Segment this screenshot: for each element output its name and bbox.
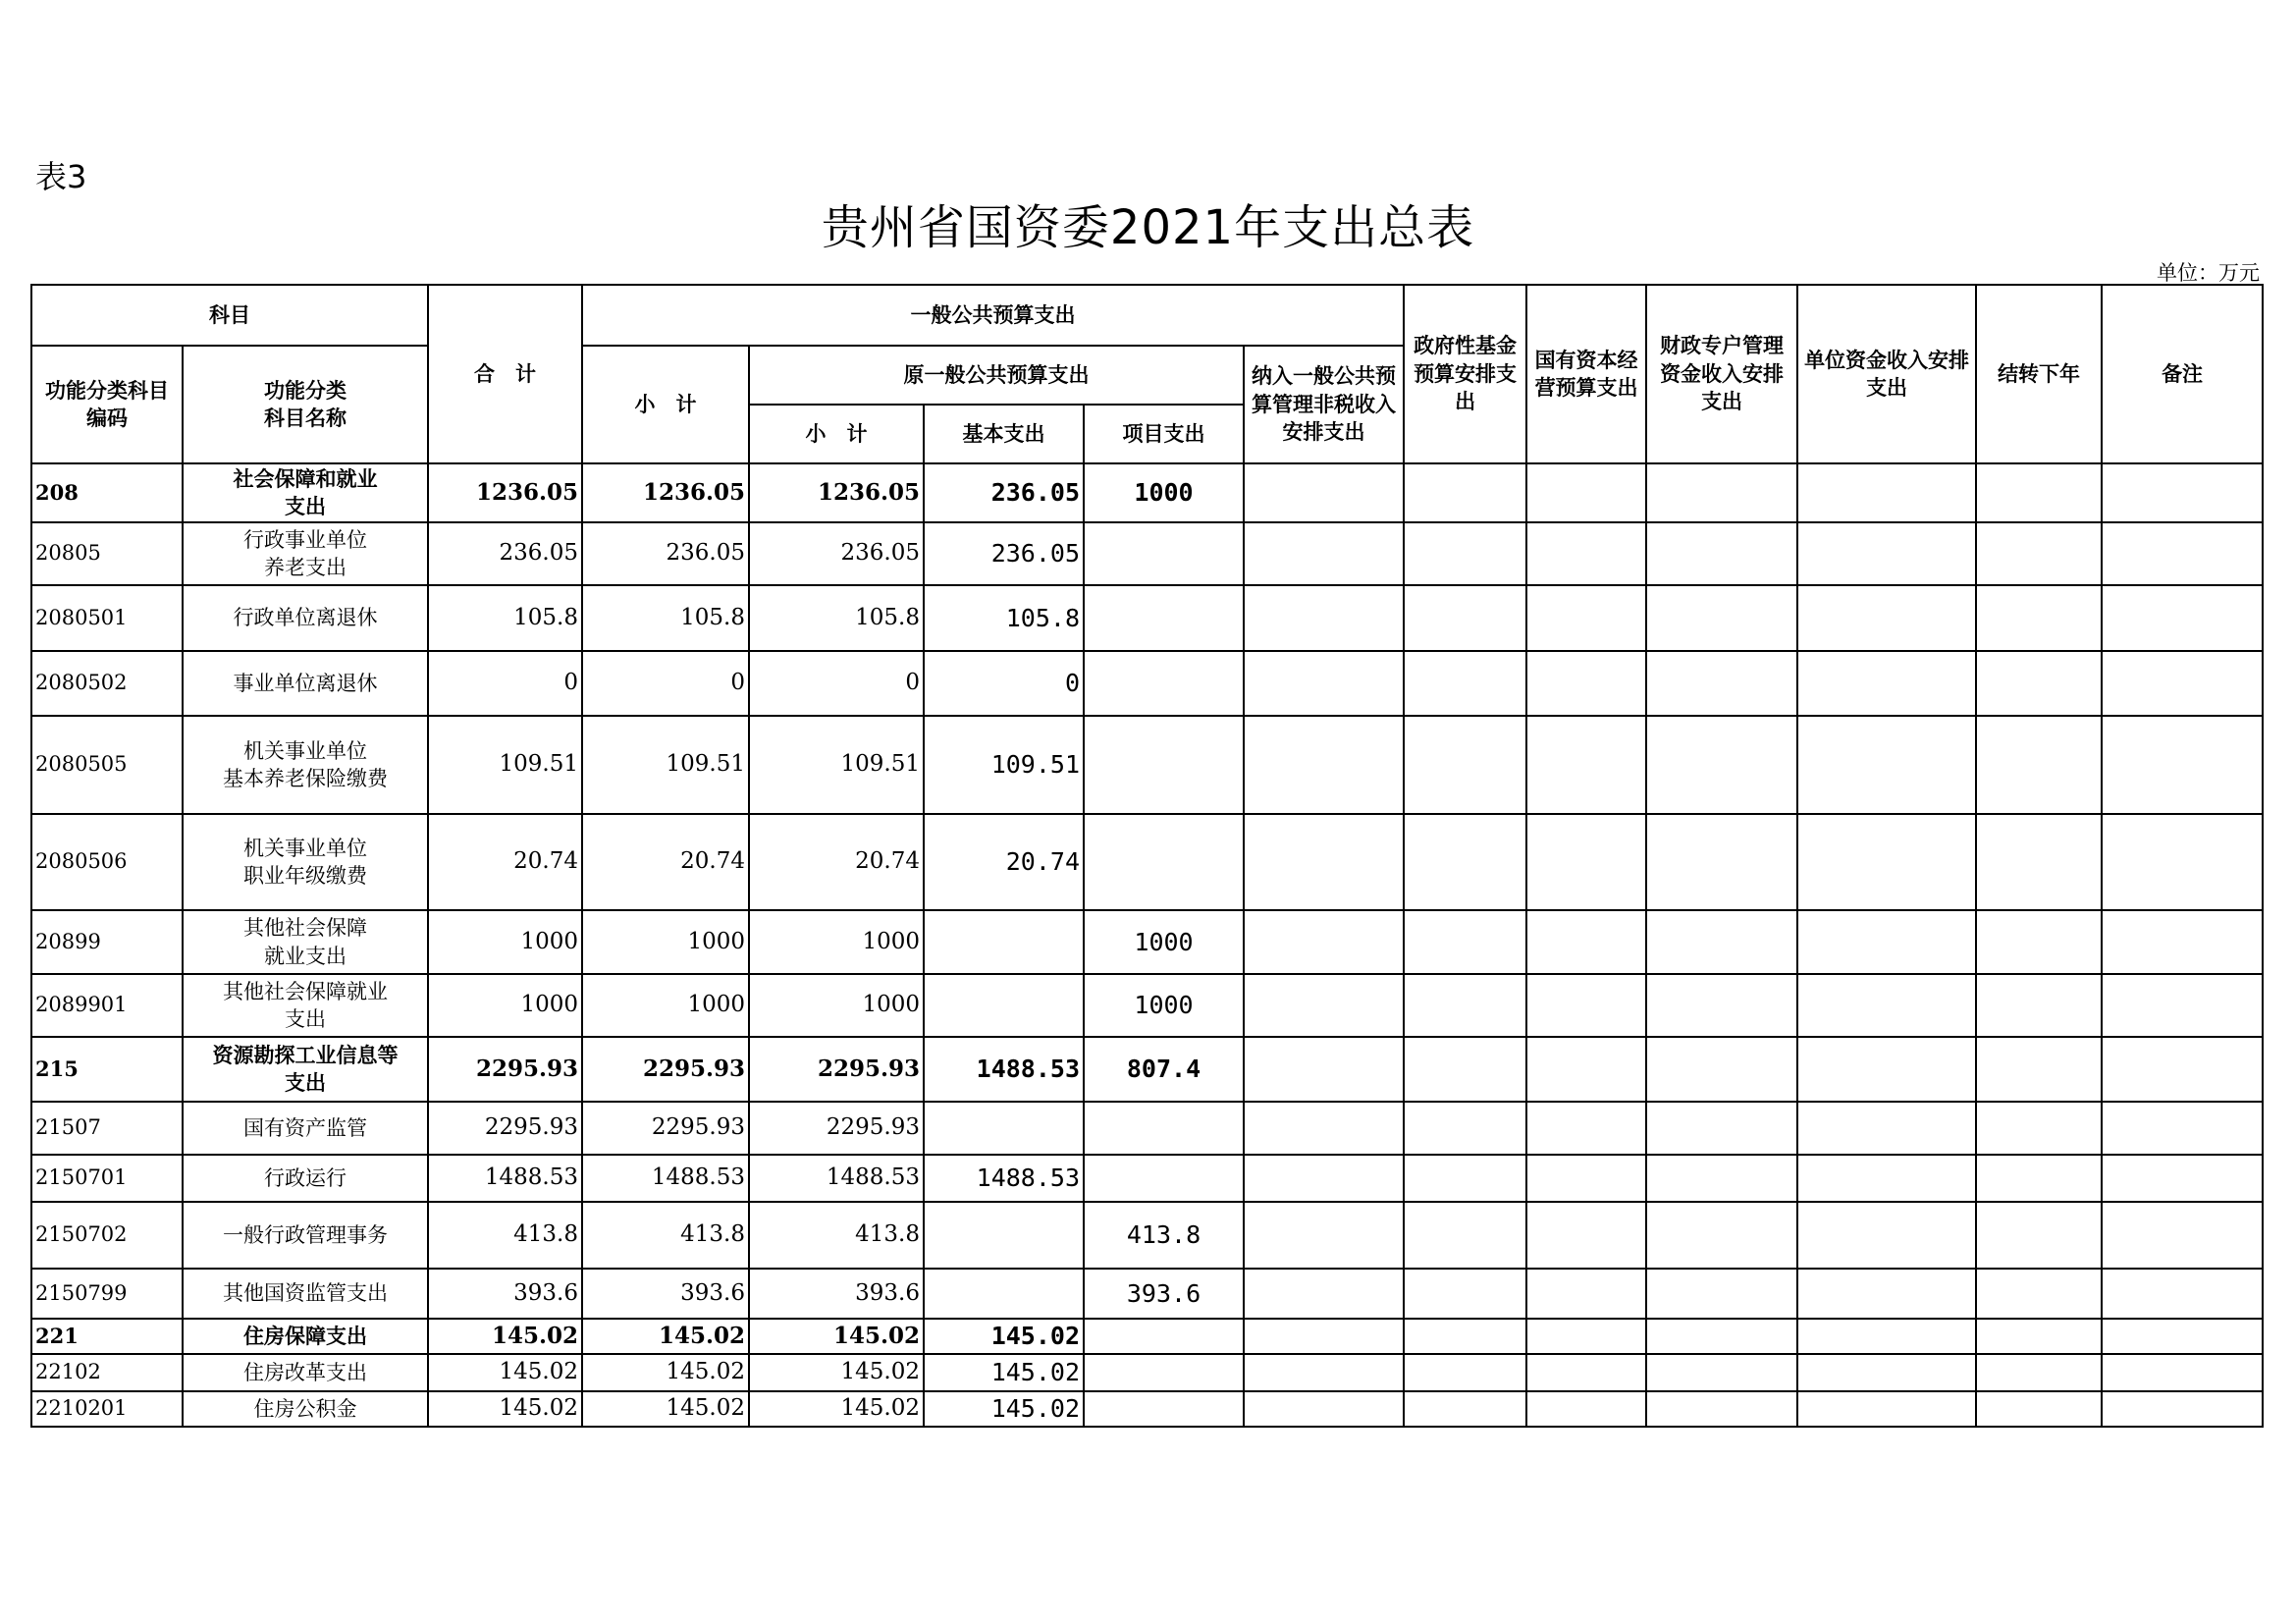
row-project xyxy=(1084,651,1244,716)
row-empty-cell xyxy=(1646,585,1797,651)
row-name-line1: 行政运行 xyxy=(264,1165,347,1190)
row-name-line1: 机关事业单位 xyxy=(243,836,367,860)
row-subtotal: 105.8 xyxy=(582,585,749,651)
row-subtotal: 0 xyxy=(582,651,749,716)
row-orig-subtotal: 145.02 xyxy=(749,1391,924,1427)
row-empty-cell xyxy=(1646,463,1797,522)
header-general-budget: 一般公共预算支出 xyxy=(582,285,1404,346)
row-empty-cell xyxy=(1646,522,1797,585)
row-empty-cell xyxy=(1976,910,2102,974)
row-name xyxy=(183,1354,428,1391)
header-carryover: 结转下年 xyxy=(1976,285,2102,463)
row-empty-cell xyxy=(1976,1354,2102,1391)
row-empty-cell xyxy=(2102,651,2263,716)
row-code: 21507 xyxy=(31,1102,183,1155)
header-nontax: 纳入一般公共预算管理非税收入安排支出 xyxy=(1244,346,1404,463)
row-orig-subtotal: 1000 xyxy=(749,910,924,974)
row-empty-cell xyxy=(1797,716,1976,814)
row-name-line1: 一般行政管理事务 xyxy=(223,1222,388,1247)
row-basic: 145.02 xyxy=(924,1391,1084,1427)
row-name-line2: 支出 xyxy=(285,1071,326,1095)
table-body xyxy=(31,463,2263,1427)
row-project xyxy=(1084,1354,1244,1391)
row-project xyxy=(1084,1319,1244,1354)
row-name xyxy=(183,1155,428,1202)
row-total: 1236.05 xyxy=(428,463,582,522)
row-empty-cell xyxy=(1244,814,1404,910)
row-empty-cell xyxy=(1976,585,2102,651)
row-empty-cell xyxy=(2102,974,2263,1037)
row-subtotal: 20.74 xyxy=(582,814,749,910)
row-empty-cell xyxy=(1404,1319,1526,1354)
row-project: 1000 xyxy=(1084,974,1244,1037)
row-empty-cell xyxy=(2102,1319,2263,1354)
row-basic: 1488.53 xyxy=(924,1155,1084,1202)
table-row xyxy=(31,974,2263,1037)
row-empty-cell xyxy=(1976,1037,2102,1102)
row-empty-cell xyxy=(1797,585,1976,651)
row-empty-cell xyxy=(2102,1102,2263,1155)
unit-label: 单位：万元 xyxy=(2157,261,2260,285)
row-empty-cell xyxy=(1526,1037,1646,1102)
row-empty-cell xyxy=(1404,974,1526,1037)
row-project xyxy=(1084,814,1244,910)
row-orig-subtotal: 20.74 xyxy=(749,814,924,910)
row-empty-cell xyxy=(1976,1269,2102,1319)
row-empty-cell xyxy=(1526,1202,1646,1269)
row-project xyxy=(1084,716,1244,814)
row-subtotal: 1488.53 xyxy=(582,1155,749,1202)
row-empty-cell xyxy=(1526,1155,1646,1202)
row-basic xyxy=(924,1102,1084,1155)
row-empty-cell xyxy=(2102,1202,2263,1269)
row-empty-cell xyxy=(1244,1102,1404,1155)
table-row xyxy=(31,910,2263,974)
row-project xyxy=(1084,585,1244,651)
header-orig-subtotal: 小 计 xyxy=(749,405,924,463)
row-name-line1: 资源勘探工业信息等 xyxy=(212,1043,399,1067)
row-empty-cell xyxy=(1404,814,1526,910)
row-basic: 145.02 xyxy=(924,1319,1084,1354)
row-orig-subtotal: 109.51 xyxy=(749,716,924,814)
row-basic: 1488.53 xyxy=(924,1037,1084,1102)
row-empty-cell xyxy=(1646,1155,1797,1202)
row-project xyxy=(1084,1391,1244,1427)
row-empty-cell xyxy=(1526,585,1646,651)
row-code: 2150799 xyxy=(31,1269,183,1319)
table-row xyxy=(31,651,2263,716)
row-name-line1: 国有资产监管 xyxy=(243,1115,367,1140)
table-row xyxy=(31,1319,2263,1354)
row-empty-cell xyxy=(1244,910,1404,974)
row-basic xyxy=(924,910,1084,974)
row-empty-cell xyxy=(1976,814,2102,910)
row-empty-cell xyxy=(1244,974,1404,1037)
table-row xyxy=(31,814,2263,910)
row-code: 2080505 xyxy=(31,716,183,814)
row-empty-cell xyxy=(2102,814,2263,910)
row-empty-cell xyxy=(1646,1354,1797,1391)
row-project xyxy=(1084,1102,1244,1155)
row-name xyxy=(183,1391,428,1427)
row-subtotal: 236.05 xyxy=(582,522,749,585)
header-original-budget: 原一般公共预算支出 xyxy=(749,346,1244,405)
row-empty-cell xyxy=(1646,910,1797,974)
row-empty-cell xyxy=(1404,1354,1526,1391)
row-name xyxy=(183,716,428,814)
row-empty-cell xyxy=(2102,716,2263,814)
row-code: 2150701 xyxy=(31,1155,183,1202)
row-empty-cell xyxy=(1797,910,1976,974)
row-empty-cell xyxy=(1526,1354,1646,1391)
row-empty-cell xyxy=(1976,1319,2102,1354)
row-empty-cell xyxy=(1646,1319,1797,1354)
row-project: 413.8 xyxy=(1084,1202,1244,1269)
document-label: 表3 xyxy=(35,158,87,195)
row-empty-cell xyxy=(1976,716,2102,814)
row-total: 145.02 xyxy=(428,1319,582,1354)
row-empty-cell xyxy=(1646,1202,1797,1269)
row-orig-subtotal: 105.8 xyxy=(749,585,924,651)
header-unit-income: 单位资金收入安排支出 xyxy=(1797,285,1976,463)
row-code: 20899 xyxy=(31,910,183,974)
row-name xyxy=(183,651,428,716)
row-name-line1: 住房公积金 xyxy=(253,1396,357,1421)
row-name-line1: 住房保障支出 xyxy=(243,1324,367,1348)
row-name xyxy=(183,1202,428,1269)
row-empty-cell xyxy=(1244,585,1404,651)
row-basic: 236.05 xyxy=(924,463,1084,522)
row-name-line1: 其他社会保障 xyxy=(243,916,367,941)
row-name-line2: 职业年级缴费 xyxy=(243,864,367,888)
row-code: 22102 xyxy=(31,1354,183,1391)
row-total: 145.02 xyxy=(428,1354,582,1391)
row-name-line1: 行政事业单位 xyxy=(243,527,367,552)
row-total: 145.02 xyxy=(428,1391,582,1427)
row-basic: 0 xyxy=(924,651,1084,716)
row-empty-cell xyxy=(2102,522,2263,585)
row-name xyxy=(183,585,428,651)
table-row xyxy=(31,463,2263,522)
row-empty-cell xyxy=(1646,1102,1797,1155)
table-row xyxy=(31,1269,2263,1319)
row-empty-cell xyxy=(1404,1037,1526,1102)
row-empty-cell xyxy=(1797,1319,1976,1354)
row-empty-cell xyxy=(1244,1319,1404,1354)
row-project xyxy=(1084,1155,1244,1202)
row-subtotal: 145.02 xyxy=(582,1391,749,1427)
row-name xyxy=(183,522,428,585)
row-empty-cell xyxy=(1244,1391,1404,1427)
row-empty-cell xyxy=(1646,1037,1797,1102)
row-total: 236.05 xyxy=(428,522,582,585)
table-row xyxy=(31,522,2263,585)
row-name-line1: 其他国资监管支出 xyxy=(223,1281,388,1306)
row-subtotal: 1000 xyxy=(582,910,749,974)
row-code: 2089901 xyxy=(31,974,183,1037)
row-empty-cell xyxy=(1976,1202,2102,1269)
row-empty-cell xyxy=(1976,522,2102,585)
row-name xyxy=(183,1269,428,1319)
row-empty-cell xyxy=(1526,651,1646,716)
header-subject: 科目 xyxy=(31,285,428,346)
row-total: 105.8 xyxy=(428,585,582,651)
row-subtotal: 1236.05 xyxy=(582,463,749,522)
row-empty-cell xyxy=(1404,716,1526,814)
row-empty-cell xyxy=(1526,1319,1646,1354)
table-row xyxy=(31,585,2263,651)
row-basic: 105.8 xyxy=(924,585,1084,651)
row-orig-subtotal: 393.6 xyxy=(749,1269,924,1319)
row-name-line1: 机关事业单位 xyxy=(243,738,367,763)
row-orig-subtotal: 1488.53 xyxy=(749,1155,924,1202)
row-basic: 20.74 xyxy=(924,814,1084,910)
row-name xyxy=(183,910,428,974)
row-code: 2080501 xyxy=(31,585,183,651)
row-empty-cell xyxy=(1526,463,1646,522)
header-name xyxy=(183,346,428,463)
row-empty-cell xyxy=(1797,522,1976,585)
row-name-line2: 支出 xyxy=(285,495,326,518)
row-orig-subtotal: 0 xyxy=(749,651,924,716)
row-empty-cell xyxy=(1404,1102,1526,1155)
table-row xyxy=(31,1037,2263,1102)
header-special-account: 财政专户管理资金收入安排支出 xyxy=(1646,285,1797,463)
row-name xyxy=(183,814,428,910)
row-empty-cell xyxy=(1404,522,1526,585)
row-orig-subtotal: 1236.05 xyxy=(749,463,924,522)
row-empty-cell xyxy=(2102,910,2263,974)
page-title: 贵州省国资委2021年支出总表 xyxy=(821,200,1475,255)
row-code: 208 xyxy=(31,463,183,522)
row-empty-cell xyxy=(1797,463,1976,522)
row-total: 1000 xyxy=(428,910,582,974)
row-empty-cell xyxy=(1797,1037,1976,1102)
row-code: 2150702 xyxy=(31,1202,183,1269)
row-code: 2210201 xyxy=(31,1391,183,1427)
row-orig-subtotal: 2295.93 xyxy=(749,1037,924,1102)
header-subtotal: 小 计 xyxy=(582,346,749,463)
row-name-line2: 基本养老保险缴费 xyxy=(223,767,388,790)
row-empty-cell xyxy=(2102,585,2263,651)
header-name-line2: 科目名称 xyxy=(264,406,347,430)
row-project: 393.6 xyxy=(1084,1269,1244,1319)
row-empty-cell xyxy=(1244,716,1404,814)
row-empty-cell xyxy=(1244,1037,1404,1102)
header-project: 项目支出 xyxy=(1084,405,1244,463)
table-row xyxy=(31,1354,2263,1391)
row-total: 393.6 xyxy=(428,1269,582,1319)
row-empty-cell xyxy=(1404,585,1526,651)
row-total: 413.8 xyxy=(428,1202,582,1269)
row-basic xyxy=(924,1202,1084,1269)
row-empty-cell xyxy=(1797,1202,1976,1269)
row-total: 1000 xyxy=(428,974,582,1037)
row-empty-cell xyxy=(1404,1155,1526,1202)
row-name-line1: 事业单位离退休 xyxy=(233,671,378,695)
row-empty-cell xyxy=(1404,1391,1526,1427)
header-fund-budget: 政府性基金预算安排支出 xyxy=(1404,285,1526,463)
row-empty-cell xyxy=(1797,1391,1976,1427)
row-total: 109.51 xyxy=(428,716,582,814)
row-empty-cell xyxy=(1404,910,1526,974)
row-name-line1: 住房改革支出 xyxy=(243,1360,367,1384)
row-empty-cell xyxy=(2102,1037,2263,1102)
row-code: 215 xyxy=(31,1037,183,1102)
row-empty-cell xyxy=(1797,1155,1976,1202)
row-empty-cell xyxy=(1797,814,1976,910)
row-empty-cell xyxy=(1244,1202,1404,1269)
row-empty-cell xyxy=(1797,651,1976,716)
row-name-line1: 社会保障和就业 xyxy=(233,466,378,491)
row-basic: 236.05 xyxy=(924,522,1084,585)
row-empty-cell xyxy=(1526,1269,1646,1319)
row-empty-cell xyxy=(2102,1269,2263,1319)
row-project: 1000 xyxy=(1084,910,1244,974)
row-empty-cell xyxy=(1244,1354,1404,1391)
row-subtotal: 393.6 xyxy=(582,1269,749,1319)
row-empty-cell xyxy=(1646,716,1797,814)
row-basic: 145.02 xyxy=(924,1354,1084,1391)
row-total: 20.74 xyxy=(428,814,582,910)
row-empty-cell xyxy=(1526,910,1646,974)
row-orig-subtotal: 2295.93 xyxy=(749,1102,924,1155)
row-total: 2295.93 xyxy=(428,1037,582,1102)
row-empty-cell xyxy=(1797,1269,1976,1319)
row-code: 2080506 xyxy=(31,814,183,910)
row-empty-cell xyxy=(1646,1391,1797,1427)
row-empty-cell xyxy=(1646,1269,1797,1319)
row-empty-cell xyxy=(1526,974,1646,1037)
row-orig-subtotal: 1000 xyxy=(749,974,924,1037)
row-empty-cell xyxy=(1526,1391,1646,1427)
row-subtotal: 145.02 xyxy=(582,1354,749,1391)
row-name xyxy=(183,1319,428,1354)
row-name-line2: 支出 xyxy=(285,1007,326,1031)
row-empty-cell xyxy=(1526,522,1646,585)
row-name xyxy=(183,974,428,1037)
row-empty-cell xyxy=(1244,463,1404,522)
row-orig-subtotal: 145.02 xyxy=(749,1319,924,1354)
row-name xyxy=(183,463,428,522)
row-empty-cell xyxy=(1526,716,1646,814)
row-empty-cell xyxy=(1244,1269,1404,1319)
row-empty-cell xyxy=(1976,1391,2102,1427)
row-code: 2080502 xyxy=(31,651,183,716)
row-project: 1000 xyxy=(1084,463,1244,522)
row-name xyxy=(183,1102,428,1155)
row-empty-cell xyxy=(1976,463,2102,522)
row-empty-cell xyxy=(1646,814,1797,910)
table-row xyxy=(31,1202,2263,1269)
row-empty-cell xyxy=(1646,651,1797,716)
row-empty-cell xyxy=(1526,1102,1646,1155)
row-code: 221 xyxy=(31,1319,183,1354)
row-empty-cell xyxy=(1646,974,1797,1037)
expenditure-table xyxy=(30,284,2264,1428)
row-total: 0 xyxy=(428,651,582,716)
table-row xyxy=(31,1102,2263,1155)
table-row xyxy=(31,1391,2263,1427)
table-row xyxy=(31,1155,2263,1202)
header-code: 功能分类科目编码 xyxy=(31,346,183,463)
row-subtotal: 109.51 xyxy=(582,716,749,814)
row-subtotal: 1000 xyxy=(582,974,749,1037)
row-subtotal: 2295.93 xyxy=(582,1037,749,1102)
row-empty-cell xyxy=(2102,1155,2263,1202)
row-empty-cell xyxy=(1244,651,1404,716)
row-empty-cell xyxy=(1526,814,1646,910)
row-subtotal: 145.02 xyxy=(582,1319,749,1354)
header-total: 合 计 xyxy=(428,285,582,463)
row-orig-subtotal: 413.8 xyxy=(749,1202,924,1269)
row-name xyxy=(183,1037,428,1102)
row-empty-cell xyxy=(1404,651,1526,716)
row-empty-cell xyxy=(2102,463,2263,522)
row-orig-subtotal: 145.02 xyxy=(749,1354,924,1391)
row-total: 2295.93 xyxy=(428,1102,582,1155)
row-empty-cell xyxy=(1404,1202,1526,1269)
row-name-line2: 就业支出 xyxy=(264,944,347,968)
row-empty-cell xyxy=(1404,463,1526,522)
row-project: 807.4 xyxy=(1084,1037,1244,1102)
row-empty-cell xyxy=(1797,974,1976,1037)
row-empty-cell xyxy=(1797,1354,1976,1391)
row-empty-cell xyxy=(1976,1155,2102,1202)
row-basic xyxy=(924,974,1084,1037)
header-state-capital: 国有资本经营预算支出 xyxy=(1526,285,1646,463)
row-name-line1: 行政单位离退休 xyxy=(233,606,378,630)
row-empty-cell xyxy=(2102,1391,2263,1427)
table-row xyxy=(31,716,2263,814)
row-empty-cell xyxy=(1976,651,2102,716)
row-code: 20805 xyxy=(31,522,183,585)
row-name-line1: 其他社会保障就业 xyxy=(223,979,388,1003)
row-empty-cell xyxy=(2102,1354,2263,1391)
row-empty-cell xyxy=(1244,522,1404,585)
row-empty-cell xyxy=(1976,1102,2102,1155)
row-empty-cell xyxy=(1404,1269,1526,1319)
row-empty-cell xyxy=(1976,974,2102,1037)
row-total: 1488.53 xyxy=(428,1155,582,1202)
row-name-line2: 养老支出 xyxy=(264,556,347,579)
row-basic: 109.51 xyxy=(924,716,1084,814)
header-basic: 基本支出 xyxy=(924,405,1084,463)
row-empty-cell xyxy=(1797,1102,1976,1155)
row-project xyxy=(1084,522,1244,585)
row-subtotal: 2295.93 xyxy=(582,1102,749,1155)
row-basic xyxy=(924,1269,1084,1319)
row-subtotal: 413.8 xyxy=(582,1202,749,1269)
row-empty-cell xyxy=(1244,1155,1404,1202)
header-name-line1: 功能分类 xyxy=(264,378,347,403)
row-orig-subtotal: 236.05 xyxy=(749,522,924,585)
header-remark: 备注 xyxy=(2102,285,2263,463)
